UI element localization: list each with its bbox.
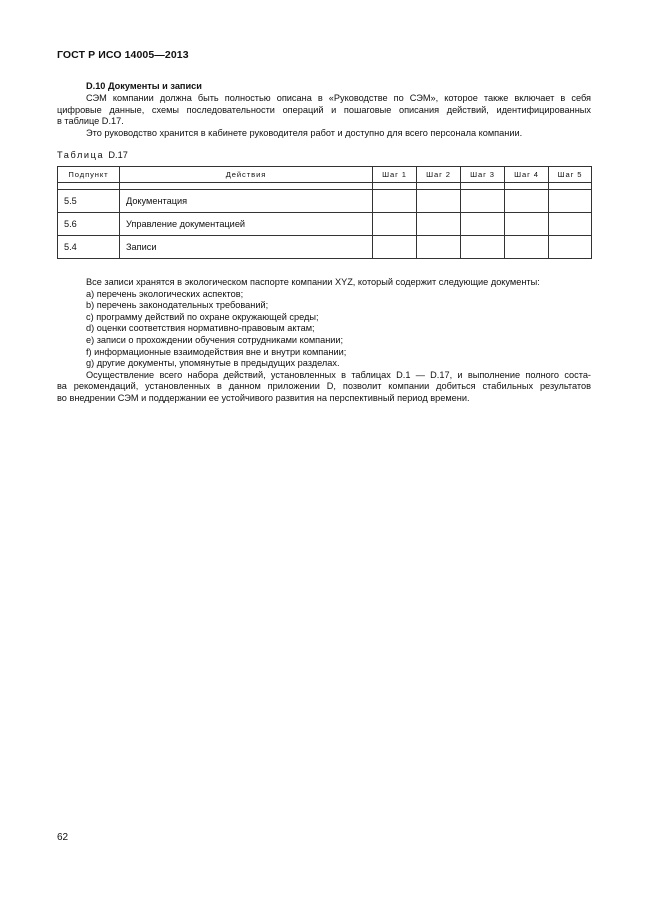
table-row <box>58 190 592 213</box>
cell-step <box>373 213 417 236</box>
cell-step <box>417 190 461 213</box>
table-spacer-row <box>58 183 592 190</box>
spacer-cell <box>373 183 417 190</box>
records-section <box>57 277 591 405</box>
cell-step <box>417 236 461 259</box>
conclusion-line: Осуществление всего набора действий, установленных в таблицах D.1 — D.17, и выполнение полного соста- <box>86 369 591 380</box>
records-intro: Все записи хранятся в экологическом паспорте компании XYZ, который содержит следующие документы: <box>86 277 540 287</box>
paragraph-storage <box>57 128 591 140</box>
cell-subclause: 5.5 <box>58 190 120 213</box>
conclusion-line: ва рекомендаций, установленных в данном приложении D, позволит компании добиться стабильных результатов <box>57 381 591 392</box>
paragraph-line: Это руководство хранится в кабинете руководителя работ и доступно для всего персонала компании. <box>86 128 523 138</box>
document-header: ГОСТ Р ИСО 14005—2013 <box>57 49 189 61</box>
table-header-row <box>58 167 592 183</box>
table-caption-label: Таблица <box>57 150 105 160</box>
table-row <box>58 236 592 259</box>
list-item: a) перечень экологических аспектов; <box>86 288 244 299</box>
list-item: e) записи о прохождении обучения сотрудниками компании; <box>86 334 344 345</box>
cell-step <box>549 213 592 236</box>
cell-step <box>373 236 417 259</box>
spacer-cell <box>58 183 120 190</box>
column-header-actions: Действия <box>120 167 373 183</box>
column-header-step-3: Шаг 3 <box>461 167 505 183</box>
cell-subclause: 5.6 <box>58 213 120 236</box>
spacer-cell <box>417 183 461 190</box>
list-item: b) перечень законодательных требований; <box>86 300 269 311</box>
table-d17 <box>57 166 592 259</box>
paragraph-line: цифровые данные, схемы последовательности операций и пошаговые описания действий, идентифицированных <box>57 104 591 115</box>
list-item: c) программу действий по охране окружающей среды; <box>86 311 319 322</box>
cell-step <box>549 236 592 259</box>
cell-step <box>461 236 505 259</box>
paragraph-line: СЭМ компании должна быть полностью описана в «Руководстве по СЭМ», которое также включает в себя <box>86 93 591 103</box>
cell-action: Записи <box>120 236 373 259</box>
paragraph-manual <box>57 93 591 128</box>
table-caption-number: D.17 <box>108 150 128 160</box>
cell-subclause: 5.4 <box>58 236 120 259</box>
cell-step <box>505 213 549 236</box>
list-item: g) другие документы, упомянутые в предыдущих разделах. <box>86 358 340 369</box>
cell-step <box>505 236 549 259</box>
table-caption <box>57 150 128 160</box>
list-item: d) оценки соответствия нормативно-правовым актам; <box>86 323 315 334</box>
column-header-step-5: Шаг 5 <box>549 167 592 183</box>
column-header-step-4: Шаг 4 <box>505 167 549 183</box>
cell-step <box>461 213 505 236</box>
table-row <box>58 213 592 236</box>
section-heading: D.10 Документы и записи <box>86 81 202 91</box>
cell-step <box>417 213 461 236</box>
list-item: f) информационные взаимодействия вне и внутри компании; <box>86 346 347 357</box>
cell-step <box>505 190 549 213</box>
spacer-cell <box>120 183 373 190</box>
column-header-subclause: Подпункт <box>58 167 120 183</box>
cell-action: Документация <box>120 190 373 213</box>
spacer-cell <box>461 183 505 190</box>
cell-action: Управление документацией <box>120 213 373 236</box>
cell-step <box>373 190 417 213</box>
paragraph-line: в таблице D.17. <box>57 116 124 127</box>
spacer-cell <box>505 183 549 190</box>
cell-step <box>461 190 505 213</box>
column-header-step-1: Шаг 1 <box>373 167 417 183</box>
column-header-step-2: Шаг 2 <box>417 167 461 183</box>
spacer-cell <box>549 183 592 190</box>
page-number: 62 <box>57 832 69 843</box>
cell-step <box>549 190 592 213</box>
conclusion-line: во внедрении СЭМ и поддержании ее устойчивого развития на перспективный период времени. <box>57 392 470 403</box>
